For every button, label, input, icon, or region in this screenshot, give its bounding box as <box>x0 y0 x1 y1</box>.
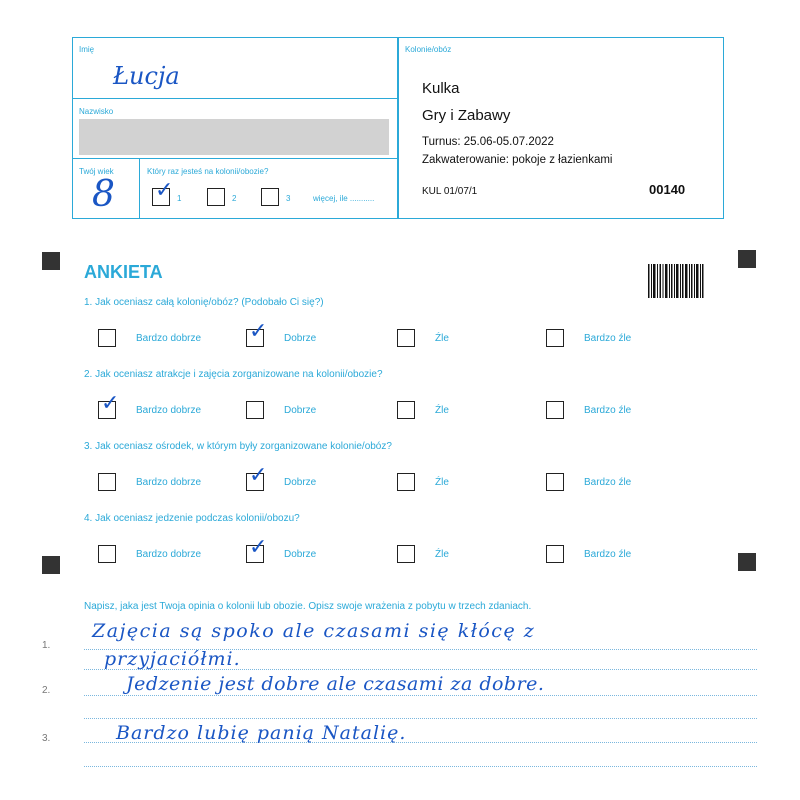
question-3-text: 3. Jak oceniasz ośrodek, w którym były zorganizowane kolonie/obóz? <box>84 441 392 452</box>
question-3-option-2-label: Dobrze <box>284 477 317 488</box>
question-2-option-3-label: Źle <box>435 405 449 416</box>
nazwisko-label: Nazwisko <box>79 107 114 116</box>
question-2-option-2-checkbox[interactable] <box>246 401 264 419</box>
imie-value[interactable]: Łucja <box>113 62 180 90</box>
registration-marker <box>42 252 60 270</box>
barcode-icon <box>648 264 704 298</box>
registration-marker <box>42 556 60 574</box>
question-1-text: 1. Jak oceniasz całą kolonię/obóz? (Podobało Ci się?) <box>84 297 324 308</box>
kolonia-name: Kulka <box>422 80 460 97</box>
wiek-label: Twój wiek <box>79 167 114 176</box>
question-4-option-3-checkbox[interactable] <box>397 545 415 563</box>
kolonia-sub: Gry i Zabawy <box>422 107 511 124</box>
form-number: 00140 <box>649 182 686 197</box>
colony-info-box <box>397 37 724 219</box>
imie-label: Imię <box>79 45 95 54</box>
question-4-option-3-label: Źle <box>435 549 449 560</box>
ktory-label: Który raz jesteś na kolonii/obozie? <box>147 167 269 176</box>
answer-line <box>84 766 757 767</box>
wiek-value[interactable]: 8 <box>92 174 115 215</box>
question-3-option-4-label: Bardzo źle <box>584 477 632 488</box>
visit-2-label: 2 <box>232 194 237 203</box>
question-3-option-2-checkbox[interactable] <box>246 463 268 491</box>
question-1-option-3-label: Źle <box>435 333 449 344</box>
question-3-option-1-checkbox[interactable] <box>98 473 116 491</box>
turnus-text: Turnus: 25.06-05.07.2022 <box>422 136 554 148</box>
question-2-text: 2. Jak oceniasz atrakcje i zajęcia zorganizowane na kolonii/obozie? <box>84 369 383 380</box>
registration-marker <box>738 250 756 268</box>
line-number-1: 1. <box>42 640 51 651</box>
question-1-option-1-label: Bardzo dobrze <box>136 333 202 344</box>
question-2-option-3-checkbox[interactable] <box>397 401 415 419</box>
check-mark-icon: ✓ <box>249 463 268 488</box>
question-1-option-1-checkbox[interactable] <box>98 329 116 347</box>
question-2-option-1-checkbox[interactable] <box>98 391 120 419</box>
question-1-option-2-label: Dobrze <box>284 333 317 344</box>
question-4-option-1-label: Bardzo dobrze <box>136 549 202 560</box>
personal-info-box <box>72 37 399 219</box>
check-mark-icon: ✓ <box>249 535 268 560</box>
divider <box>73 158 398 159</box>
answer-line <box>84 718 757 719</box>
line-number-3: 3. <box>42 733 51 744</box>
question-4-option-4-label: Bardzo źle <box>584 549 632 560</box>
divider <box>73 98 398 99</box>
visit-3-label: 3 <box>286 194 291 203</box>
question-2-option-2-label: Dobrze <box>284 405 317 416</box>
zakwaterowanie-text: Zakwaterowanie: pokoje z łazienkami <box>422 154 613 166</box>
opinion-prompt: Napisz, jaka jest Twoja opinia o kolonii lub obozie. Opisz swoje wrażenia z pobytu w trzech zdaniach. <box>84 601 532 612</box>
handwritten-answer-line-2[interactable]: przyjaciółmi. <box>104 648 241 670</box>
question-4-text: 4. Jak oceniasz jedzenie podczas kolonii/obozu? <box>84 513 300 524</box>
question-3-option-4-checkbox[interactable] <box>546 473 564 491</box>
line-number-2: 2. <box>42 685 51 696</box>
question-4-option-1-checkbox[interactable] <box>98 545 116 563</box>
handwritten-answer-line-4[interactable]: Bardzo lubię panią Natalię. <box>116 722 407 744</box>
question-4-option-2-checkbox[interactable] <box>246 535 268 563</box>
answer-line <box>84 695 757 696</box>
question-1-option-2-checkbox[interactable] <box>246 319 268 347</box>
kolonia-label: Kolonie/obóz <box>405 45 452 54</box>
question-1-option-3-checkbox[interactable] <box>397 329 415 347</box>
registration-marker <box>738 553 756 571</box>
question-3-option-3-label: Źle <box>435 477 449 488</box>
redacted-surname <box>79 119 389 155</box>
question-2-option-4-label: Bardzo źle <box>584 405 632 416</box>
check-mark-icon: ✓ <box>155 178 174 203</box>
check-mark-icon: ✓ <box>249 319 268 344</box>
question-3-option-1-label: Bardzo dobrze <box>136 477 202 488</box>
code-text: KUL 01/07/1 <box>422 186 478 197</box>
visit-2-checkbox[interactable] <box>207 188 225 206</box>
visit-3-checkbox[interactable] <box>261 188 279 206</box>
survey-title: ANKIETA <box>84 262 163 282</box>
question-4-option-2-label: Dobrze <box>284 549 317 560</box>
handwritten-answer-line-3[interactable]: Jedzenie jest dobre ale czasami za dobre. <box>126 673 545 695</box>
check-mark-icon: ✓ <box>101 391 120 416</box>
divider <box>139 158 140 218</box>
question-1-option-4-label: Bardzo źle <box>584 333 632 344</box>
handwritten-answer-line-1[interactable]: Zajęcia są spoko ale czasami się kłócę z <box>92 620 536 642</box>
question-3-option-3-checkbox[interactable] <box>397 473 415 491</box>
question-1-option-4-checkbox[interactable] <box>546 329 564 347</box>
visit-1-checkbox[interactable] <box>152 178 174 206</box>
question-2-option-4-checkbox[interactable] <box>546 401 564 419</box>
visit-1-label: 1 <box>177 194 182 203</box>
wiecej-label: więcej, ile ........... <box>313 194 375 203</box>
question-2-option-1-label: Bardzo dobrze <box>136 405 202 416</box>
question-4-option-4-checkbox[interactable] <box>546 545 564 563</box>
